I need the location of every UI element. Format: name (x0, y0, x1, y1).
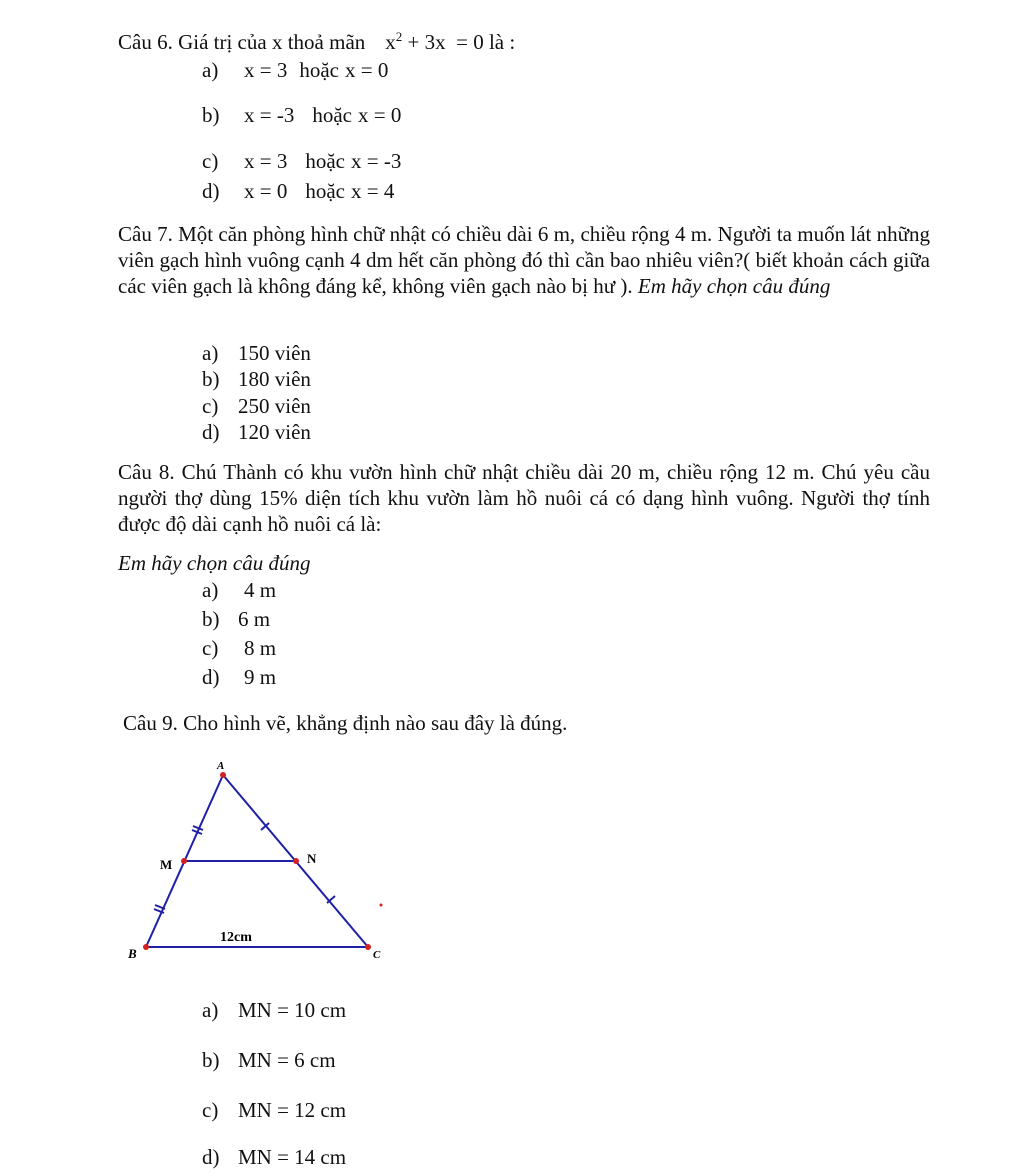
option-word: hoặc (299, 58, 339, 82)
option-rhs: x = 0 (358, 103, 402, 127)
point-a-dot (220, 772, 226, 778)
option-label: b) (202, 607, 220, 631)
label-bc-length: 12cm (220, 930, 252, 945)
option-label: a) (202, 341, 219, 365)
q6-title-suffix: là : (488, 30, 516, 54)
option-label: d) (202, 665, 220, 689)
point-c-dot (365, 944, 371, 950)
option-lhs: x = 3 (244, 149, 288, 173)
q6-eq-exponent: 2 (395, 29, 403, 44)
label-point-b: B (128, 946, 137, 961)
option-label: b) (202, 103, 220, 127)
option-rhs: x = 0 (345, 58, 389, 82)
stray-dot (380, 904, 383, 907)
option-text: 6 m (238, 607, 271, 631)
q9-option-a[interactable] (202, 997, 346, 1023)
option-label: a) (202, 578, 219, 602)
q9-option-c[interactable] (202, 1097, 346, 1123)
point-n-dot (293, 858, 299, 864)
option-label: a) (202, 998, 219, 1022)
option-rhs: x = -3 (351, 149, 402, 173)
option-word: hoặc (312, 103, 352, 127)
option-label: b) (202, 1048, 220, 1072)
option-label: c) (202, 149, 219, 173)
option-text: 4 m (244, 578, 277, 602)
option-word: hoặc (305, 149, 345, 173)
label-point-c: C (373, 949, 381, 961)
option-text: 150 viên (238, 341, 311, 365)
q9-option-d[interactable] (202, 1144, 346, 1170)
q8-instruction: Em hãy chọn câu đúng (118, 551, 311, 575)
option-label: d) (202, 420, 220, 444)
option-text: MN = 12 cm (238, 1098, 347, 1122)
option-label: c) (202, 394, 219, 418)
option-label: c) (202, 636, 219, 660)
option-text: MN = 6 cm (238, 1048, 336, 1072)
q7-instruction: Em hãy chọn câu đúng (637, 274, 831, 298)
option-label: d) (202, 1145, 220, 1169)
option-text: 180 viên (238, 367, 311, 391)
label-point-n: N (307, 851, 317, 866)
q9-option-b[interactable] (202, 1047, 336, 1073)
option-label: c) (202, 1098, 219, 1122)
option-text: 250 viên (238, 394, 311, 418)
option-text: 120 viên (238, 420, 311, 444)
label-point-a: A (217, 760, 225, 772)
option-label: d) (202, 179, 220, 203)
point-b-dot (143, 944, 149, 950)
option-lhs: x = -3 (244, 103, 295, 127)
q6-title-text: Câu 6. Giá trị của x thoả mãn (118, 30, 366, 54)
label-point-m: M (160, 857, 173, 872)
option-word: hoặc (305, 179, 345, 203)
option-text: 8 m (244, 636, 277, 660)
option-text: MN = 14 cm (238, 1145, 347, 1169)
option-lhs: x = 0 (244, 179, 288, 203)
q6-eq-rest: + 3x = 0 (407, 30, 484, 54)
option-rhs: x = 4 (351, 179, 395, 203)
option-label: a) (202, 58, 219, 82)
point-m-dot (181, 858, 187, 864)
q7-question-text: Câu 7. Một căn phòng hình chữ nhật có chiều dài 6 m, chiều rộng 4 m. Người ta muốn lát những viên gạch hình vuông cạnh 4 dm hết căn phòng đó thì cần bao nhiêu viên?( biết khoản cách giữa các viên gạch là không đáng kể, không viên gạch nào bị hư ). (118, 222, 930, 298)
q6-eq-x: x (385, 30, 396, 54)
option-label: b) (202, 367, 220, 391)
q9-question: Câu 9. Cho hình vẽ, khẳng định nào sau đây là đúng. (123, 711, 568, 735)
q8-question-text: Câu 8. Chú Thành có khu vườn hình chữ nhật chiều dài 20 m, chiều rộng 12 m. Chú yêu cầu người thợ dùng 15% diện tích khu vườn làm hồ nuôi cá có dạng hình vuông. Người thợ tính được độ dài cạnh hồ nuôi cá là: (118, 460, 930, 536)
option-text: MN = 10 cm (238, 998, 347, 1022)
option-lhs: x = 3 (244, 58, 288, 82)
option-text: 9 m (244, 665, 277, 689)
